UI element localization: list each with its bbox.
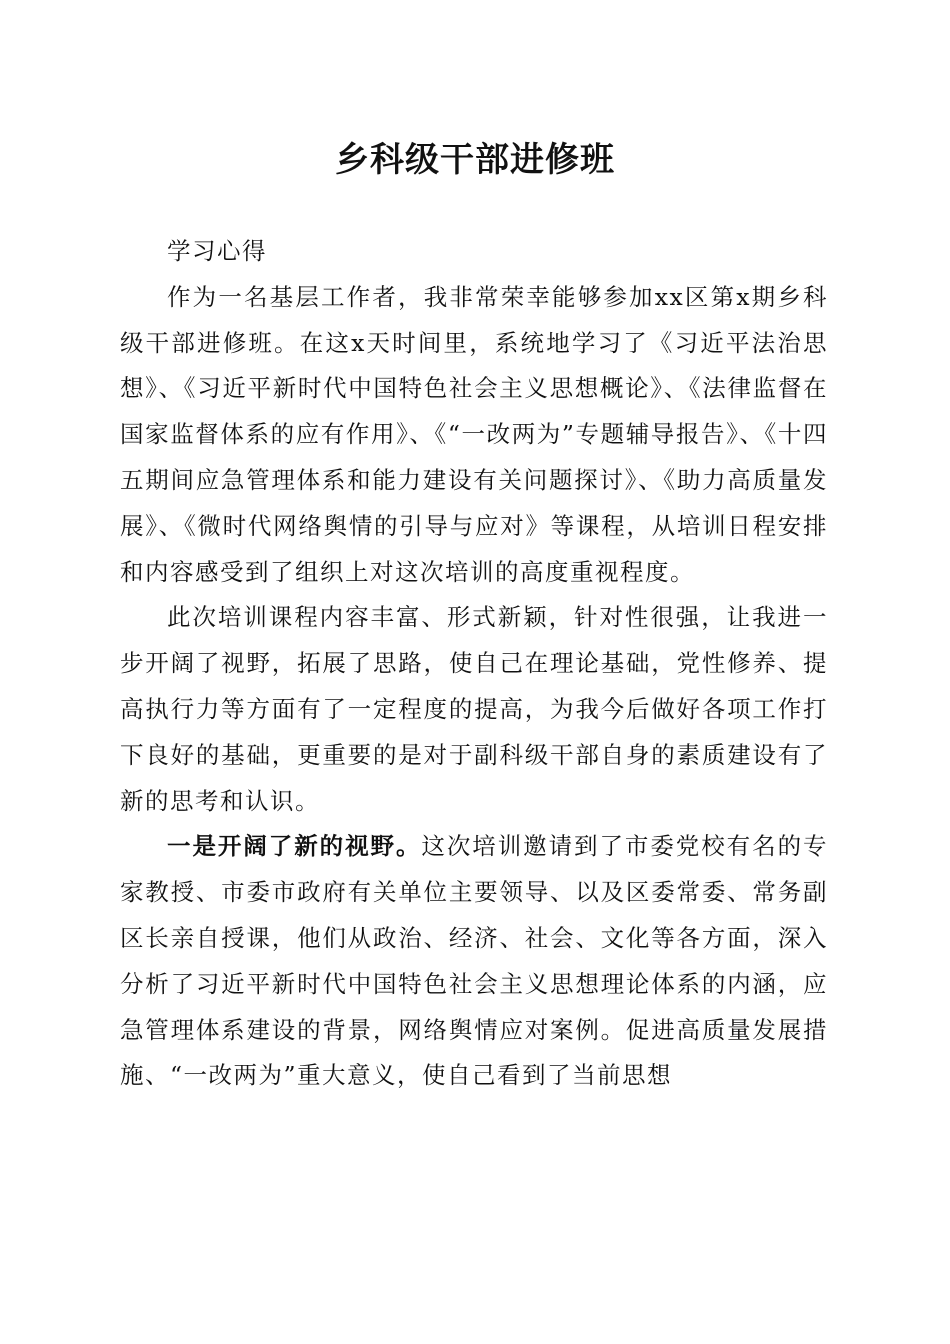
paragraph-1 (120, 275, 828, 596)
paragraph-lead: 一是开阔了新的视野。 (167, 832, 422, 861)
document-body (120, 229, 828, 1099)
paragraph-3 (120, 824, 828, 1099)
subtitle: 学习心得 (167, 237, 267, 265)
document-title: 乡科级干部进修班 (335, 140, 615, 180)
paragraph-text: 这次培训邀请到了市委党校有名的专家教授、市委市政府有关单位主要领导、以及区委常委、常务副区长亲自授课，他们从政治、经济、社会、文化等各方面，深入分析了习近平新时代中国特色社会主义思想理论体系的内涵，应急管理体系建设的背景，网络舆情应对案例。促进高质量发展措施、“一改两为”重大意义，使自己看到了当前思想 (120, 832, 829, 1090)
paragraph-2 (120, 595, 828, 824)
paragraph-text: 作为一名基层工作者，我非常荣幸能够参加xx区第x期乡科级干部进修班。在这x天时间里，系统地学习了《习近平法治思想》、《习近平新时代中国特色社会主义思想概论》、《法律监督在国家监督体系的应有作用》、《“一改两为”专题辅导报告》、《十四五期间应急管理体系和能力建设有关问题探讨》、《助力高质量发展》、《微时代网络舆情的引导与应对》等课程，从培训日程安排和内容感受到了组织上对这次培训的高度重视程度。 (120, 282, 828, 586)
paragraph-text: 此次培训课程内容丰富、形式新颖，针对性很强，让我进一步开阔了视野，拓展了思路，使自己在理论基础，党性修养、提高执行力等方面有了一定程度的提高，为我今后做好各项工作打下良好的基础，更重要的是对于副科级干部自身的素质建设有了新的思考和认识。 (120, 603, 828, 815)
